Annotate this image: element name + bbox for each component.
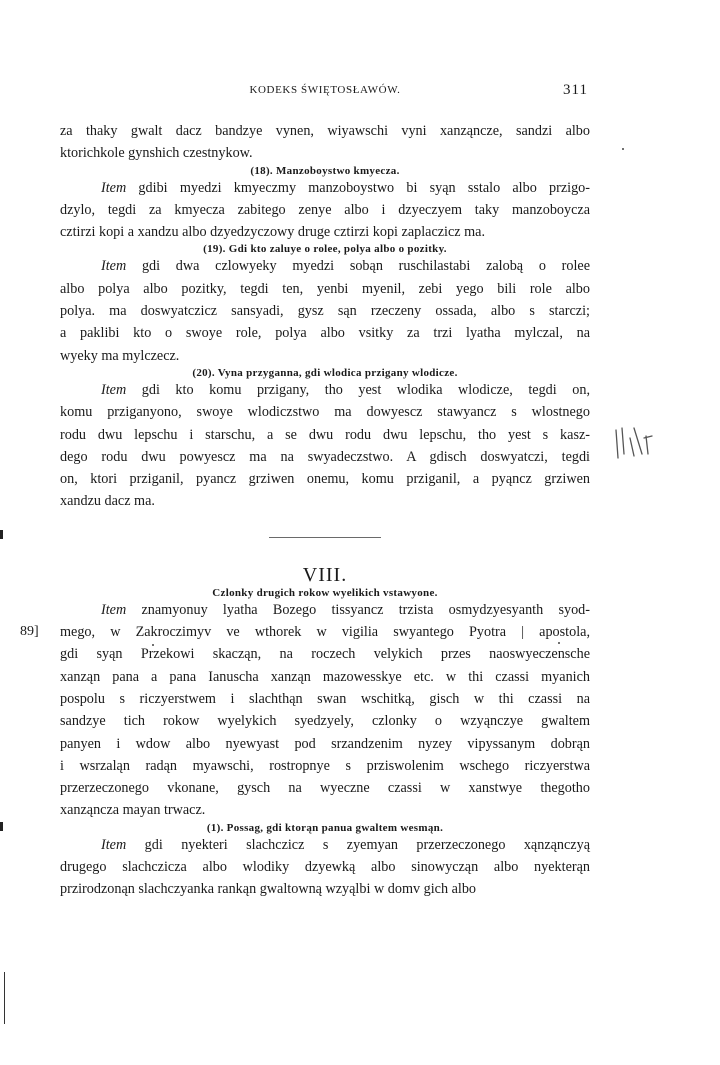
scan-edge-line <box>4 972 5 1024</box>
line-text: xanząncza mayan trwacz. <box>60 802 206 819</box>
text-line <box>60 834 590 856</box>
line-text: rodu dwu lepschu i starschu, a se dwu rodu dwu lepschu, tho yest s kasz- <box>60 426 590 443</box>
scan-edge-mark <box>0 822 3 831</box>
line-text: dego rodu dwu powyescz ma na swyadeczstwo. A gdisch doswyatczi, tegdi <box>60 448 590 465</box>
line-text: mego, w Zakroczimyv ve wthorek w vigilia swyantego Pyotra | apostola, <box>60 624 590 641</box>
item-word: Item <box>101 381 127 398</box>
item-word: Item <box>101 601 127 618</box>
line-text: i wsrzaląn radąn myawschi, rostropnye s prziswolenim wschego riczyerstwa <box>60 757 590 774</box>
item-word: Item <box>101 836 127 853</box>
paragraph <box>60 834 590 901</box>
running-head <box>60 80 590 104</box>
text-line <box>60 710 590 732</box>
line-text: albo polya albo pozitky, tegdi ten, yenbi myenil, zebi yego bili role albo <box>60 280 590 297</box>
line-text: panyen i wdow albo nyewyast pod srzandzenim nyzey vipyssanym dobrąn <box>60 735 590 752</box>
text-line <box>60 278 590 300</box>
item-word: Item <box>101 179 127 196</box>
section-heading: (19). Gdi kto zaluye o rolee, polya albo o pozitky. <box>203 243 447 256</box>
line-text: cztirzi kopi a xandzu albo dzyedzyczowy druge cztirzi kopi zaplaczicz ma. <box>60 224 486 241</box>
line-text: gdibi myedzi kmyeczmy manzoboystwo bi syąn sstalo albo przigo- <box>126 179 590 196</box>
line-text: gdi syąn Przekowi skacząn, na roczech velykich przes naoswyeczensche <box>60 646 590 663</box>
line-text: gdi kto komu przigany, tho yest wlodika wlodicze, tegdi on, <box>126 381 590 398</box>
section-heading: (1). Possag, gdi ktorąn panua gwaltem wesmąn. <box>206 821 444 834</box>
line-text: on, ktori prziganil, pyancz grziwen onemu, komu prziganil, a pyąncz grziwen <box>60 471 590 488</box>
line-text: xandzu dacz ma. <box>60 493 155 510</box>
section-heading: Czlonky drugich rokow wyelikich vstawyone. <box>212 586 438 599</box>
section-heading: (20). Vyna przyganna, gdi wlodica przigany wlodicze. <box>192 366 458 379</box>
line-text: wyeky ma mylczecz. <box>60 347 180 364</box>
scan-speck <box>622 148 624 150</box>
line-text: dzylo, tegdi za kmyecza zabitego zenye albo i dzyeczyem taky manzoboycza <box>60 201 590 218</box>
body-text <box>20 120 590 901</box>
item-word: Item <box>101 258 127 275</box>
line-text: ktorichkole gynshich czestnykow. <box>60 145 253 162</box>
text-line <box>60 878 590 900</box>
text-line <box>60 300 590 322</box>
margin-folio-note: 89] <box>20 623 39 639</box>
text-line <box>60 799 590 821</box>
text-line <box>60 688 590 710</box>
text-line <box>60 666 590 688</box>
running-title: KODEKS ŚWIĘTOSŁAWÓW. <box>249 84 401 96</box>
line-text: a paklibi kto o swoye role, polya albo vsitky za trzi lyatha mylczal, na <box>60 325 590 342</box>
line-text: przerzeczonego vkonane, gysch na wyeczne czassi w xanstwye thegotho <box>60 780 590 797</box>
line-text: przirodzonąn slachczyanka rankąn gwaltowną wzyąlbi w domv gich albo <box>60 881 477 898</box>
text-line <box>60 446 590 468</box>
line-text: pospolu s riczyerstwem i slachthąn swan wschitką, gisch w thi czassi na <box>60 690 590 707</box>
text-line <box>60 221 590 243</box>
section-divider <box>269 537 381 538</box>
paragraph <box>60 379 590 513</box>
text-line <box>60 643 590 665</box>
scan-speck <box>152 644 154 646</box>
paragraph <box>20 599 590 822</box>
line-text: znamyonuy lyatha Bozego tissyancz trzista osmydzyesyanth syod- <box>126 601 590 618</box>
text-line <box>60 142 590 164</box>
text-line <box>60 199 590 221</box>
paragraph <box>60 177 590 244</box>
line-text: gdi dwa czlowyeky myedzi sobąn ruschilastabi zalobą o rolee <box>126 258 590 275</box>
text-line <box>60 621 590 643</box>
paragraph <box>60 255 590 366</box>
line-text: sandzye tich rokow wyelykich syedzyely, czlonky o wzyąnczye gwaltem <box>60 713 590 730</box>
text-line <box>60 322 590 344</box>
section-heading: (18). Manzoboystwo kmyecza. <box>250 164 400 177</box>
text-line <box>60 120 590 142</box>
handwritten-annotation-mark <box>610 424 680 464</box>
text-line <box>60 856 590 878</box>
text-line <box>60 777 590 799</box>
text-line <box>60 599 590 621</box>
text-line <box>60 755 590 777</box>
text-line <box>60 379 590 401</box>
text-line <box>60 255 590 277</box>
line-text: drugego slachczicza albo wlodiky dzyewką albo sinowycząn albo nyekterąn <box>60 859 590 876</box>
text-line <box>60 345 590 367</box>
line-text: xanząn pana a pana Ianuscha xanząn mazowesskye etc. w thi czassi myanich <box>60 668 590 685</box>
text-line <box>60 490 590 512</box>
line-text: za thaky gwalt dacz bandzye vynen, wiyawschi vyni xanząncze, sandzi albo <box>60 123 590 139</box>
page-number: 311 <box>563 82 588 98</box>
scan-speck <box>558 642 560 644</box>
scan-edge-mark <box>0 530 3 539</box>
text-line <box>60 177 590 199</box>
line-text: polya. ma doswyatczicz sansyadi, gysz sąn rzeczeny ossada, albo s starczi; <box>60 303 590 320</box>
text-line <box>60 733 590 755</box>
text-line <box>60 424 590 446</box>
paragraph <box>60 120 590 165</box>
line-text: komu prziganyono, swoye wlodiczstwo ma dowyescz stawyancz s wlostnego <box>60 404 590 421</box>
text-line <box>60 468 590 490</box>
line-text: gdi nyekteri slachczicz s zyemyan przerzeczonego xąnząnczyą <box>126 836 590 853</box>
text-line <box>60 401 590 423</box>
chapter-number: VIII. <box>302 563 348 586</box>
